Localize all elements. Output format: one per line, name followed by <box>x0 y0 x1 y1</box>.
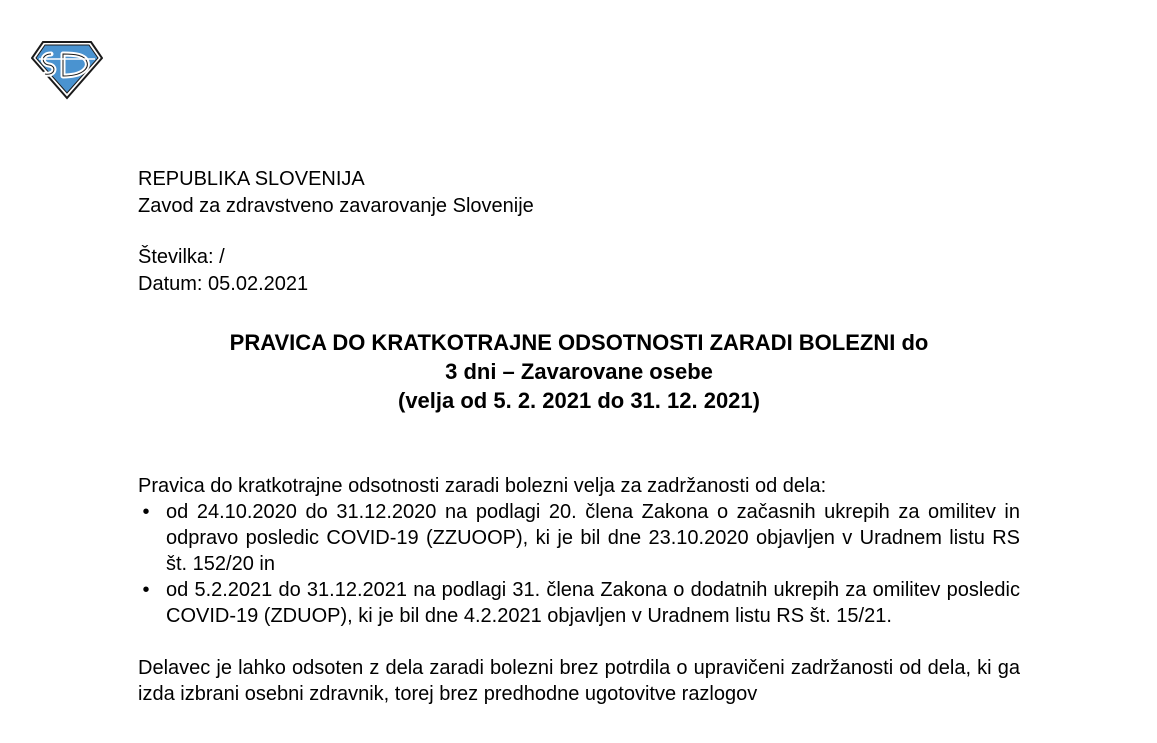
bullet-text: od 5.2.2021 do 31.12.2021 na podlagi 31. člena Zakona o dodatnih ukrepih za omilitev posledic COVID-19 (ZDUOP), ki je bil dne 4.2.2021 objavljen v Uradnem listu RS št. 15/21. <box>166 579 1020 627</box>
bullet-icon: • <box>142 501 150 523</box>
document-title <box>138 328 1020 415</box>
document-meta <box>138 244 308 298</box>
bullet-icon: • <box>142 579 150 601</box>
country-name: REPUBLIKA SLOVENIJA <box>138 168 365 190</box>
title-line-1: PRAVICA DO KRATKOTRAJNE ODSOTNOSTI ZARADI BOLEZNI do <box>229 330 929 355</box>
intro-paragraph: Pravica do kratkotrajne odsotnosti zaradi bolezni velja za zadržanosti od dela: <box>138 475 827 497</box>
title-line-3: (velja od 5. 2. 2021 do 31. 12. 2021) <box>398 388 760 413</box>
institution-name: Zavod za zdravstveno zavarovanje Slovenije <box>138 195 534 217</box>
body-paragraph: Delavec je lahko odsoten z dela zaradi bolezni brez potrdila o upravičeni zadržanosti od dela, ki ga izda izbrani osebni zdravnik, torej brez predhodne ugotovitve razlogov <box>138 657 1020 705</box>
bullet-text: od 24.10.2020 do 31.12.2020 na podlagi 20. člena Zakona o začasnih ukrepih za omilitev in odpravo posledic COVID-19 (ZZUOOP), ki je bil dne 23.10.2020 objavljen v Uradnem listu RS št. 152/20 in <box>166 501 1020 575</box>
document-body <box>138 473 1020 707</box>
title-line-2: 3 dni – Zavarovane osebe <box>445 359 713 384</box>
zzzs-logo-icon <box>31 40 103 100</box>
bullet-list <box>138 499 1020 629</box>
list-item <box>138 577 1020 629</box>
document-date: Datum: 05.02.2021 <box>138 273 309 295</box>
document-number: Številka: / <box>138 246 225 268</box>
list-item <box>138 499 1020 577</box>
institution-header <box>138 166 534 220</box>
